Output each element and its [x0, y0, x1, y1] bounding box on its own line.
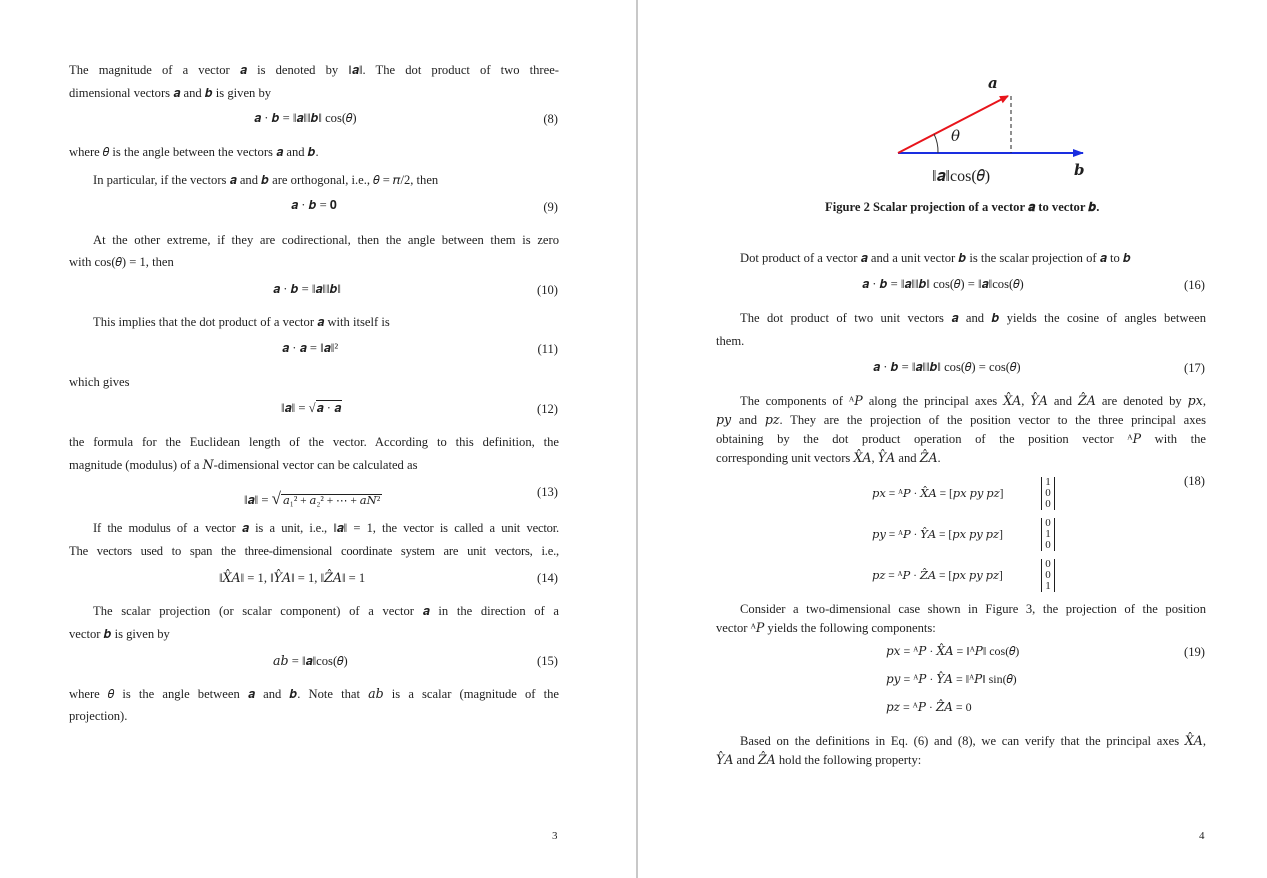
paragraph-components-line-3: obtaining by the dot product operation of the position vector ᴬ𝑃 with the [716, 432, 1206, 446]
equation-12-lhs: ‖𝒂‖ = [281, 401, 309, 415]
angle-arc [934, 134, 938, 153]
paragraph-magnitude-line-2: dimensional vectors 𝒂 and 𝒃 is given by [69, 86, 272, 100]
paragraph-two-dimensional-line-2: vector ᴬ𝑃 yields the following components: [716, 621, 936, 635]
paragraph-scalar-projection-line-2: vector 𝒃 is given by [69, 627, 170, 641]
matrix-entry: 0 [1045, 558, 1051, 570]
paragraph-note-line-1: where 𝜃 is the angle between 𝒂 and 𝒃. Note that 𝑎𝑏 is a scalar (magnitude of the [69, 687, 559, 701]
equation-19-row-3: 𝑝𝑧 = ᴬ𝑃 · 𝑍̂𝐴 = 0 [886, 700, 972, 714]
equation-11-number: (11) [537, 342, 558, 356]
equation-9-number: (9) [543, 200, 558, 214]
paragraph-which-gives: which gives [69, 375, 130, 389]
paragraph-unit-vector-line-1: If the modulus of a vector 𝒂 is a unit, i.e., ‖𝒂‖ = 1, the vector is called a unit vector. [93, 521, 559, 535]
equation-18-row-3: 𝑝𝑧 = ᴬ𝑃 · 𝑍̂𝐴 = [𝑝𝑥 𝑝𝑦 𝑝𝑧] [872, 570, 1003, 582]
equation-19-row-2: 𝑝𝑦 = ᴬ𝑃 · 𝑌̂𝐴 = ‖ᴬ𝑃‖ sin(𝜃) [886, 672, 1017, 686]
equation-13-number: (13) [537, 485, 558, 499]
equation-14-number: (14) [537, 571, 558, 585]
paragraph-codirectional-line-1: At the other extreme, if they are codirectional, then the angle between them is zero [93, 233, 559, 247]
equation-8: 𝒂 · 𝒃 = ‖𝒂‖‖𝒃‖ cos(𝜃) [254, 111, 357, 125]
paragraph-magnitude-line-1: The magnitude of a vector 𝒂 is denoted by ‖𝒂‖. The dot product of two three- [69, 63, 559, 77]
equation-10: 𝒂 · 𝒃 = ‖𝒂‖‖𝒃‖ [273, 282, 341, 296]
matrix-entry: 1 [1045, 580, 1051, 592]
sqrt-sign-icon: √ [271, 489, 281, 508]
figure-caption: Figure 2 Scalar projection of a vector 𝒂 to vector 𝒃. [825, 200, 1100, 214]
paragraph-components-line-2: 𝑝𝑦 and 𝑝𝑧. They are the projection of the position vector to the three principal axes [716, 413, 1206, 427]
matrix-entry: 0 [1045, 539, 1051, 551]
equation-12-number: (12) [537, 402, 558, 416]
figure-scalar-projection [880, 66, 1110, 190]
matrix-entry: 0 [1045, 498, 1051, 510]
equation-12-radicand: 𝒂 · 𝒂 [316, 401, 342, 415]
equation-18-number: (18) [1184, 474, 1205, 488]
equation-15-number: (15) [537, 654, 558, 668]
paragraph-components-line-1: The components of ᴬ𝑃 along the principal axes 𝑋̂𝐴, 𝑌̂𝐴 and 𝑍̂𝐴 are denoted by 𝑝𝑥, [740, 394, 1206, 408]
equation-19-number: (19) [1184, 645, 1205, 659]
matrix-entry: 1 [1045, 528, 1051, 540]
label-vector-a: 𝒂 [988, 76, 998, 92]
equation-19-row-1: 𝑝𝑥 = ᴬ𝑃 · 𝑋̂𝐴 = ‖ᴬ𝑃‖ cos(𝜃) [886, 644, 1020, 658]
unit-vector-z-matrix [1041, 559, 1055, 592]
equation-18-row-1: 𝑝𝑥 = ᴬ𝑃 · 𝑋̂𝐴 = [𝑝𝑥 𝑝𝑦 𝑝𝑧] [872, 488, 1004, 500]
label-projection-length: ‖𝒂‖cos(𝜃) [932, 168, 991, 185]
paragraph-property-line-1: Based on the definitions in Eq. (6) and (8), we can verify that the principal axes 𝑋̂𝐴, [740, 734, 1206, 748]
equation-16: 𝒂 · 𝒃 = ‖𝒂‖‖𝒃‖ cos(𝜃) = ‖𝒂‖cos(𝜃) [862, 277, 1024, 291]
label-vector-b: 𝒃 [1074, 163, 1085, 179]
matrix-entry: 0 [1045, 517, 1051, 529]
page-divider [636, 0, 638, 878]
equation-13-lhs: ‖𝒂‖ = [244, 493, 272, 507]
equation-12 [281, 401, 342, 416]
label-theta: 𝜃 [951, 129, 961, 145]
matrix-entry: 0 [1045, 487, 1051, 499]
matrix-entry: 1 [1045, 476, 1051, 488]
page-number-left: 3 [552, 830, 558, 842]
paragraph-unit-dot-line-2: them. [716, 334, 745, 348]
sqrt-sign-icon: √ [308, 401, 316, 415]
equation-15: 𝑎𝑏 = ‖𝒂‖cos(𝜃) [273, 654, 348, 668]
paragraph-euclidean-line-2: magnitude (modulus) of a 𝑁-dimensional vector can be calculated as [69, 458, 418, 472]
paragraph-note-line-2: projection). [69, 709, 128, 723]
equation-9: 𝒂 · 𝒃 = 𝟎 [291, 198, 337, 212]
paragraph-components-line-4: corresponding unit vectors 𝑋̂𝐴, 𝑌̂𝐴 and 𝑍̂𝐴. [716, 451, 941, 465]
paragraph-unit-dot-line-1: The dot product of two unit vectors 𝒂 and 𝒃 yields the cosine of angles between [740, 311, 1206, 325]
equation-13-radicand: 𝑎₁² + 𝑎₂² + ⋯ + 𝑎𝑁² [282, 495, 381, 507]
page-number-right: 4 [1199, 830, 1205, 842]
unit-vector-y-matrix [1041, 518, 1055, 551]
paragraph-euclidean-line-1: the formula for the Euclidean length of the vector. According to this definition, the [69, 435, 559, 449]
unit-vector-x-matrix [1041, 477, 1055, 510]
paragraph-codirectional-line-2: with cos(𝜃) = 1, then [69, 255, 174, 269]
paragraph-self-dot: This implies that the dot product of a vector 𝒂 with itself is [93, 315, 390, 329]
equation-18-row-2: 𝑝𝑦 = ᴬ𝑃 · 𝑌̂𝐴 = [𝑝𝑥 𝑝𝑦 𝑝𝑧] [872, 529, 1003, 541]
paragraph-two-dimensional-line-1: Consider a two-dimensional case shown in Figure 3, the projection of the position [740, 602, 1206, 616]
equation-14: ‖𝑋̂𝐴‖ = 1, ‖𝑌̂𝐴‖ = 1, ‖𝑍̂𝐴‖ = 1 [219, 571, 366, 585]
paragraph-property-line-2: 𝑌̂𝐴 and 𝑍̂𝐴 hold the following property: [716, 753, 922, 767]
equation-17-number: (17) [1184, 361, 1205, 375]
equation-10-number: (10) [537, 283, 558, 297]
paragraph-unit-vector-line-2: The vectors used to span the three-dimensional coordinate system are unit vectors, i.e., [69, 544, 559, 558]
equation-8-number: (8) [543, 112, 558, 126]
equation-13 [244, 489, 382, 509]
paragraph-theta-definition: where 𝜃 is the angle between the vectors 𝒂 and 𝒃. [69, 145, 319, 159]
paragraph-orthogonal: In particular, if the vectors 𝒂 and 𝒃 are orthogonal, i.e., 𝜃 = 𝜋/2, then [93, 173, 439, 187]
equation-17: 𝒂 · 𝒃 = ‖𝒂‖‖𝒃‖ cos(𝜃) = cos(𝜃) [873, 360, 1021, 374]
equation-16-number: (16) [1184, 278, 1205, 292]
paragraph-scalar-projection-line-1: The scalar projection (or scalar component) of a vector 𝒂 in the direction of a [93, 604, 559, 618]
paragraph-unit-projection: Dot product of a vector 𝒂 and a unit vector 𝒃 is the scalar projection of 𝒂 to 𝒃 [740, 251, 1131, 265]
matrix-entry: 0 [1045, 569, 1051, 581]
equation-11: 𝒂 · 𝒂 = ‖𝒂‖² [282, 341, 339, 355]
